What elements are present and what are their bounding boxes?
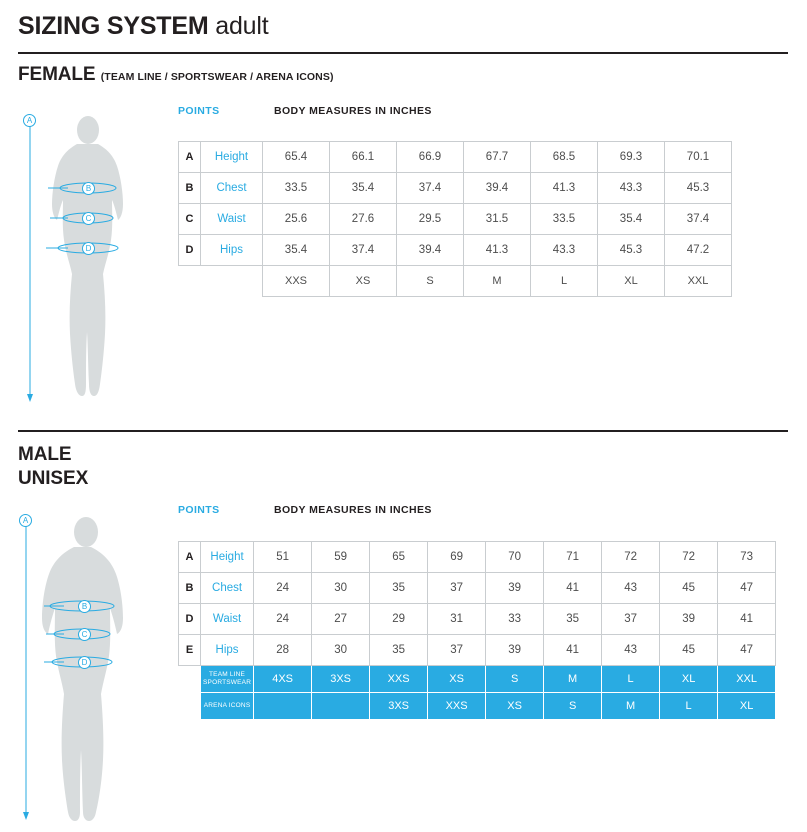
male-measure-value: 35 <box>544 604 602 635</box>
female-figure-label-c: C <box>82 212 95 225</box>
female-measure-value: 33.5 <box>263 173 330 204</box>
section-subheading-female: (TEAM LINE / SPORTSWEAR / ARENA ICONS) <box>100 71 334 83</box>
male-measure-value: 59 <box>312 542 370 573</box>
male-measure-value: 41 <box>544 635 602 666</box>
female-size-label: M <box>464 266 531 297</box>
male-measure-value: 37 <box>602 604 660 635</box>
male-size-label: S <box>486 666 544 693</box>
table-row <box>179 604 776 635</box>
female-measure-value: 37.4 <box>397 173 464 204</box>
male-size-row <box>179 666 776 693</box>
female-table-body <box>179 142 732 297</box>
section-heading-female <box>18 64 334 86</box>
female-measure-value: 29.5 <box>397 204 464 235</box>
table-row <box>179 635 776 666</box>
male-size-label: L <box>602 666 660 693</box>
male-measure-name: Chest <box>201 573 254 604</box>
male-size-label: L <box>660 693 718 720</box>
male-figure-label-c: C <box>78 628 91 641</box>
female-measure-value: 27.6 <box>330 204 397 235</box>
male-measure-value: 30 <box>312 635 370 666</box>
female-body-diagram <box>18 108 168 408</box>
table-row <box>179 573 776 604</box>
female-size-row <box>179 266 732 297</box>
male-measure-value: 37 <box>428 573 486 604</box>
female-point-letter: D <box>179 235 201 266</box>
male-size-label <box>254 693 312 720</box>
male-measure-value: 69 <box>428 542 486 573</box>
male-size-label: 3XS <box>370 693 428 720</box>
male-measure-value: 47 <box>718 573 776 604</box>
female-point-letter: A <box>179 142 201 173</box>
male-measure-value: 72 <box>660 542 718 573</box>
male-size-label: XXS <box>370 666 428 693</box>
female-measure-value: 47.2 <box>665 235 732 266</box>
male-size-label: XL <box>660 666 718 693</box>
male-size-row-label <box>201 693 254 720</box>
male-measure-value: 29 <box>370 604 428 635</box>
male-point-letter: D <box>179 604 201 635</box>
male-figure-label-b: B <box>78 600 91 613</box>
female-measure-value: 41.3 <box>531 173 598 204</box>
female-sizing-table <box>178 141 732 297</box>
female-measure-value: 39.4 <box>397 235 464 266</box>
page-title-light: adult <box>215 12 269 40</box>
female-point-letter: B <box>179 173 201 204</box>
male-size-label: M <box>602 693 660 720</box>
male-size-row-label-line1: ARENA ICONS <box>203 702 251 709</box>
male-measure-value: 65 <box>370 542 428 573</box>
section-heading-male: MALE <box>18 444 72 465</box>
female-measure-value: 65.4 <box>263 142 330 173</box>
male-measure-value: 70 <box>486 542 544 573</box>
female-measure-value: 43.3 <box>598 173 665 204</box>
female-measure-value: 69.3 <box>598 142 665 173</box>
table-row <box>179 542 776 573</box>
female-measure-value: 35.4 <box>598 204 665 235</box>
male-measure-value: 31 <box>428 604 486 635</box>
male-measure-value: 45 <box>660 573 718 604</box>
male-measure-value: 39 <box>660 604 718 635</box>
male-sizing-table <box>178 541 776 720</box>
section-heading-unisex: UNISEX <box>18 468 89 489</box>
female-measure-value: 39.4 <box>464 173 531 204</box>
divider-top <box>18 52 788 54</box>
male-size-label: 4XS <box>254 666 312 693</box>
table-row <box>179 204 732 235</box>
male-measure-value: 35 <box>370 573 428 604</box>
section-heading-female-text: FEMALE <box>18 64 96 85</box>
female-measure-value: 66.1 <box>330 142 397 173</box>
female-size-label: XXS <box>263 266 330 297</box>
female-measure-value: 70.1 <box>665 142 732 173</box>
female-size-label: XL <box>598 266 665 297</box>
female-figure-label-a: A <box>23 114 36 127</box>
points-label-female: POINTS <box>178 105 220 117</box>
male-measure-value: 39 <box>486 635 544 666</box>
female-measure-name: Chest <box>201 173 263 204</box>
male-size-label: S <box>544 693 602 720</box>
female-measure-value: 45.3 <box>665 173 732 204</box>
female-measure-name: Hips <box>201 235 263 266</box>
male-measure-value: 51 <box>254 542 312 573</box>
spacer-cell <box>179 666 201 693</box>
female-size-label: S <box>397 266 464 297</box>
male-measure-value: 43 <box>602 635 660 666</box>
male-size-label: XS <box>428 666 486 693</box>
male-figure-label-d: D <box>78 656 91 669</box>
female-figure-label-b: B <box>82 182 95 195</box>
male-size-label: XXL <box>718 666 776 693</box>
male-measure-value: 37 <box>428 635 486 666</box>
female-figure-label-d: D <box>82 242 95 255</box>
male-measure-value: 73 <box>718 542 776 573</box>
male-measure-value: 27 <box>312 604 370 635</box>
female-silhouette-icon <box>18 108 168 408</box>
page-title-bold: SIZING SYSTEM <box>18 12 209 40</box>
spacer-cell <box>179 693 201 720</box>
table-row <box>179 142 732 173</box>
male-size-label: XXS <box>428 693 486 720</box>
male-size-label: M <box>544 666 602 693</box>
female-measure-value: 66.9 <box>397 142 464 173</box>
female-measure-name: Height <box>201 142 263 173</box>
female-size-label: L <box>531 266 598 297</box>
female-measure-value: 41.3 <box>464 235 531 266</box>
male-point-letter: E <box>179 635 201 666</box>
female-measure-value: 45.3 <box>598 235 665 266</box>
male-measure-value: 33 <box>486 604 544 635</box>
female-measure-value: 37.4 <box>330 235 397 266</box>
male-size-row-label-line2: SPORTSWEAR <box>203 679 252 686</box>
male-point-letter: B <box>179 573 201 604</box>
spacer-cell <box>201 266 263 297</box>
female-measure-value: 33.5 <box>531 204 598 235</box>
female-measure-name: Waist <box>201 204 263 235</box>
male-measure-value: 43 <box>602 573 660 604</box>
female-point-letter: C <box>179 204 201 235</box>
spacer-cell <box>179 266 201 297</box>
male-measure-name: Waist <box>201 604 254 635</box>
female-measure-value: 35.4 <box>263 235 330 266</box>
male-measure-value: 72 <box>602 542 660 573</box>
male-size-label: XL <box>718 693 776 720</box>
measures-label-male: BODY MEASURES IN INCHES <box>274 504 432 516</box>
male-measure-name: Height <box>201 542 254 573</box>
male-measure-value: 24 <box>254 604 312 635</box>
male-measure-value: 28 <box>254 635 312 666</box>
measures-label-female: BODY MEASURES IN INCHES <box>274 105 432 117</box>
points-label-male: POINTS <box>178 504 220 516</box>
male-size-row <box>179 693 776 720</box>
female-measure-value: 35.4 <box>330 173 397 204</box>
male-body-diagram <box>14 508 164 826</box>
male-size-label <box>312 693 370 720</box>
divider-middle <box>18 430 788 432</box>
male-measure-value: 24 <box>254 573 312 604</box>
female-measure-value: 43.3 <box>531 235 598 266</box>
page-title <box>18 12 268 41</box>
table-row <box>179 173 732 204</box>
male-measure-value: 35 <box>370 635 428 666</box>
female-measure-value: 31.5 <box>464 204 531 235</box>
male-size-label: XS <box>486 693 544 720</box>
female-size-label: XXL <box>665 266 732 297</box>
table-row <box>179 235 732 266</box>
male-point-letter: A <box>179 542 201 573</box>
female-size-label: XS <box>330 266 397 297</box>
male-measure-value: 47 <box>718 635 776 666</box>
female-measure-value: 67.7 <box>464 142 531 173</box>
female-measure-value: 68.5 <box>531 142 598 173</box>
male-measure-value: 39 <box>486 573 544 604</box>
male-size-row-label <box>201 666 254 693</box>
male-table-body <box>179 542 776 720</box>
male-measure-value: 41 <box>718 604 776 635</box>
male-figure-label-a: A <box>19 514 32 527</box>
male-measure-name: Hips <box>201 635 254 666</box>
male-measure-value: 45 <box>660 635 718 666</box>
female-measure-value: 25.6 <box>263 204 330 235</box>
male-measure-value: 30 <box>312 573 370 604</box>
female-measure-value: 37.4 <box>665 204 732 235</box>
male-measure-value: 41 <box>544 573 602 604</box>
male-size-label: 3XS <box>312 666 370 693</box>
male-measure-value: 71 <box>544 542 602 573</box>
male-size-row-label-line1: TEAM LINE <box>208 671 246 678</box>
